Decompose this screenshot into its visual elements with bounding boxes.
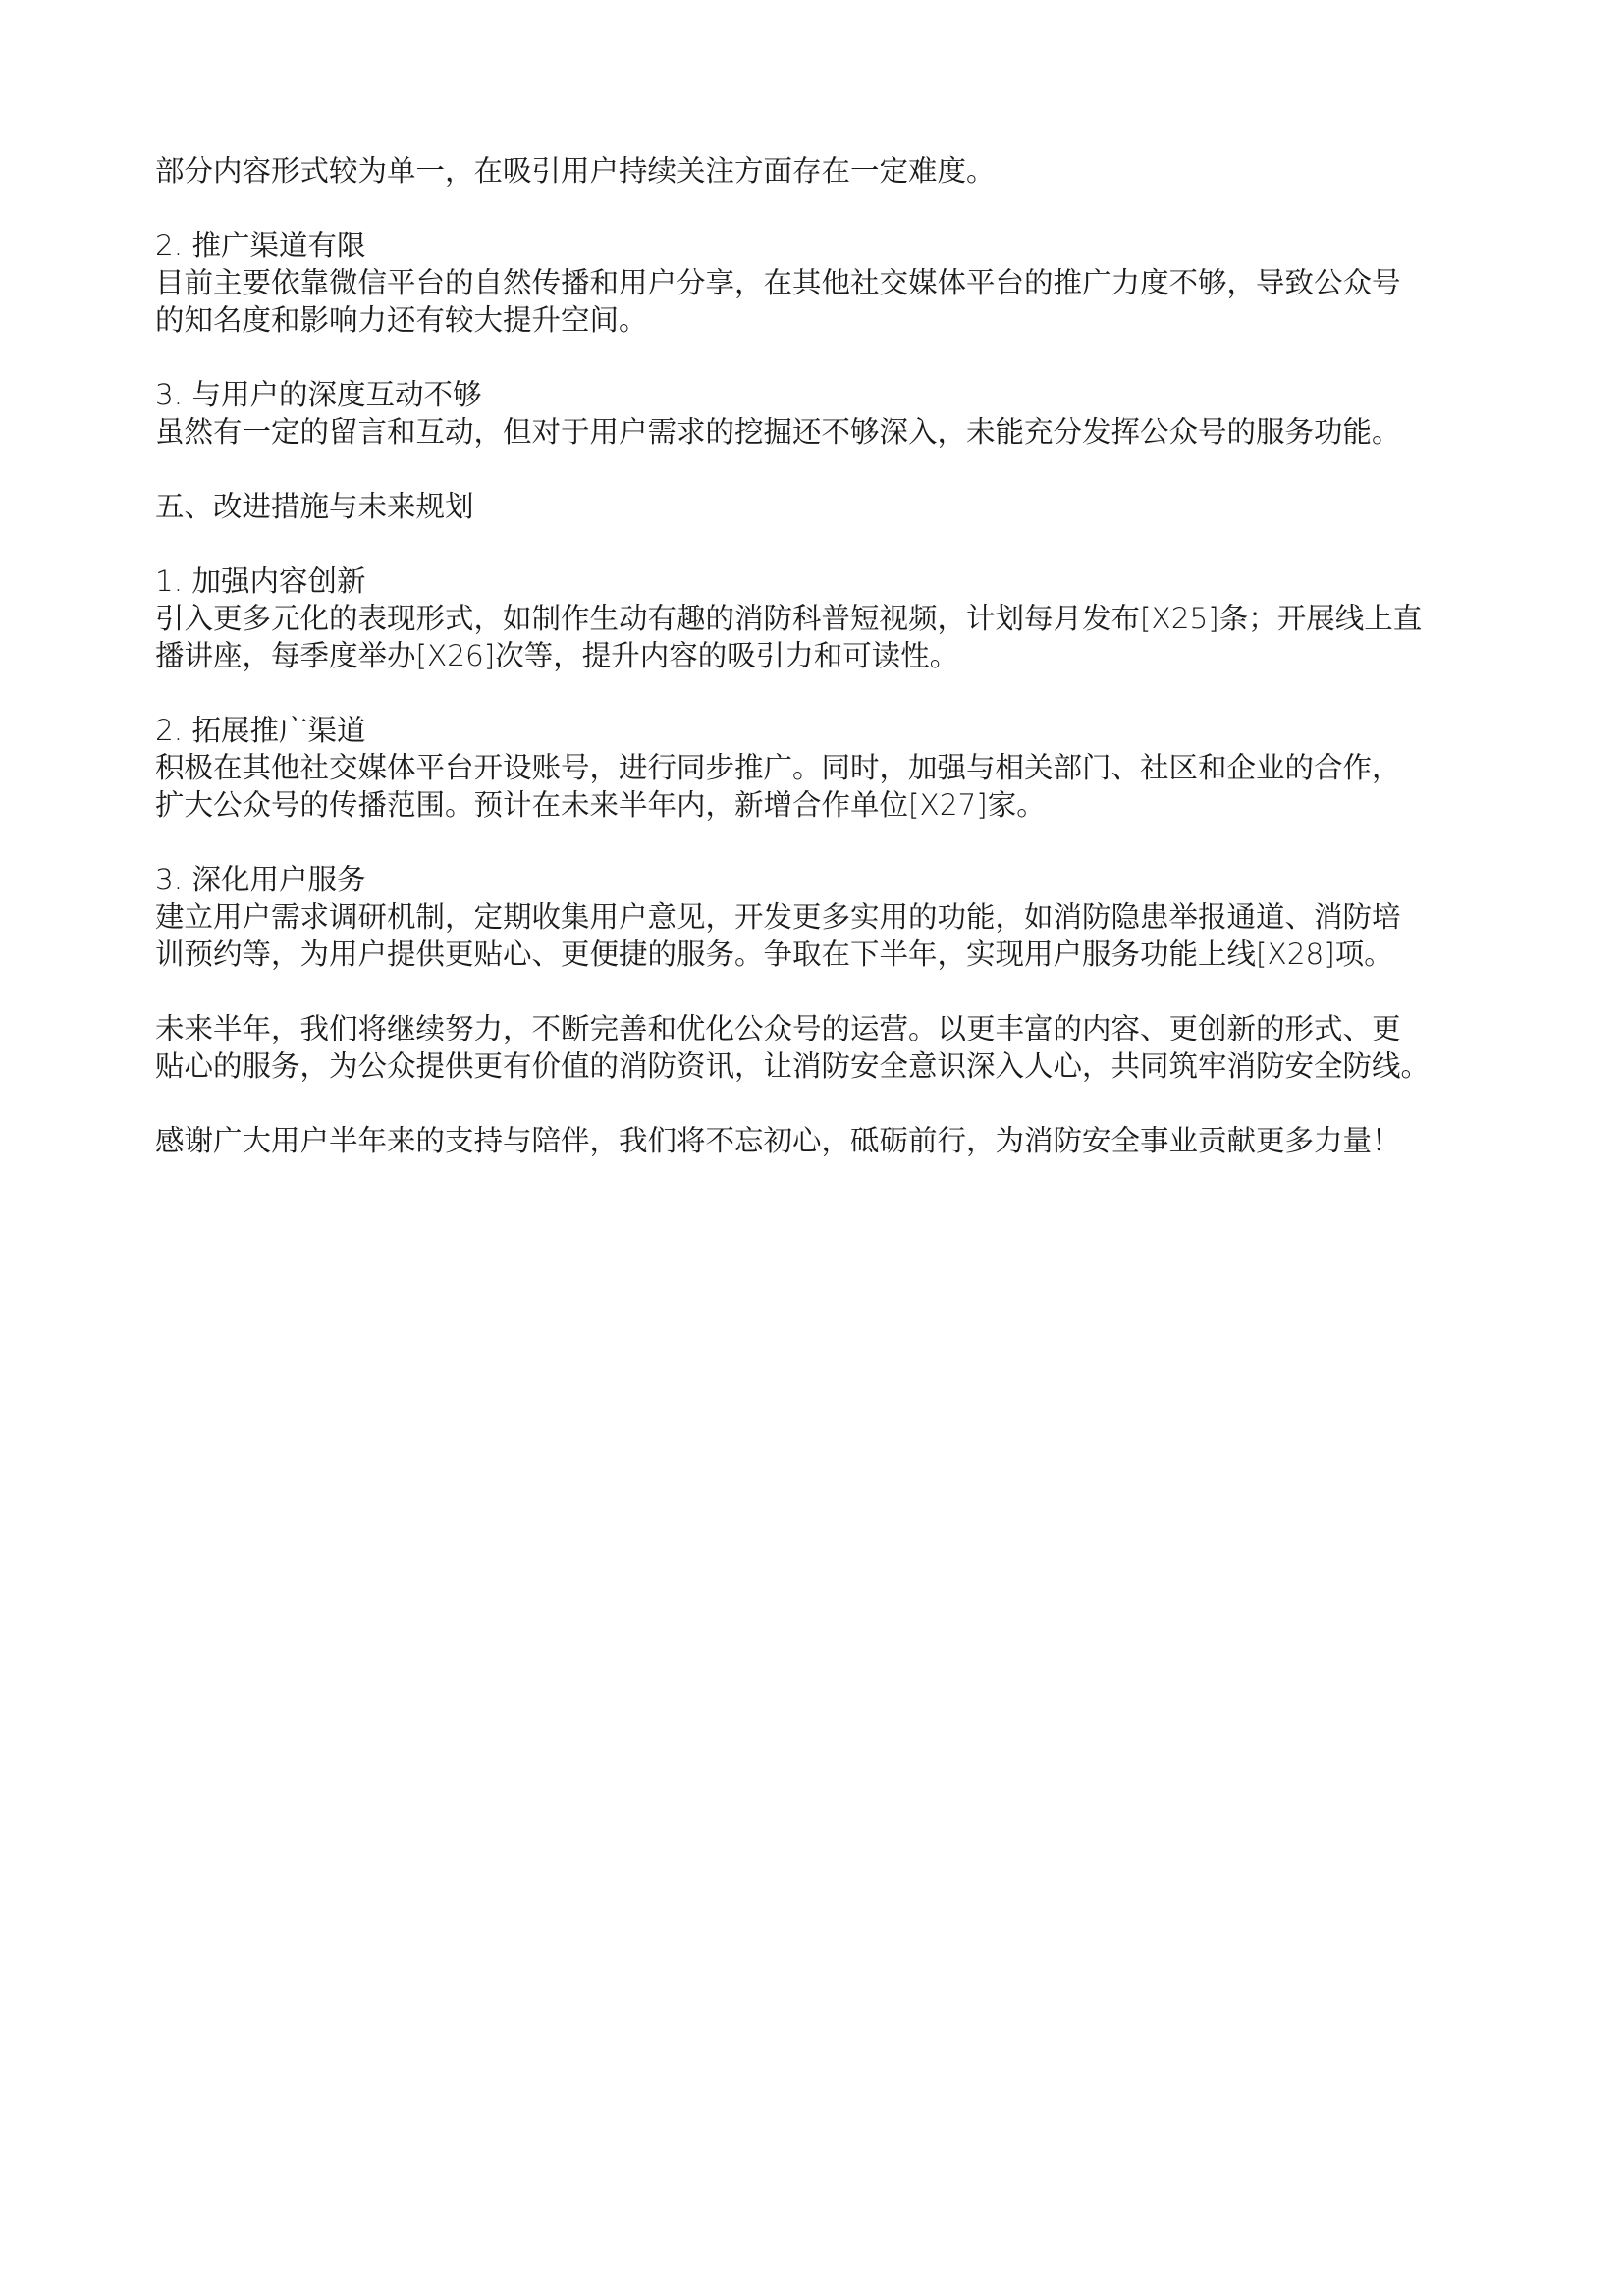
text-line: 感谢广大用户半年来的支持与陪伴，我们将不忘初心，砥砺前行，为消防安全事业贡献更多力量！ xyxy=(155,1124,1401,1157)
text-line: 积极在其他社交媒体平台开设账号，进行同步推广。同时，加强与相关部门、社区和企业的合作， xyxy=(155,751,1401,784)
text-line: 建立用户需求调研机制，定期收集用户意见，开发更多实用的功能，如消防隐患举报通道、消防培 xyxy=(155,900,1401,934)
measure-2-channels xyxy=(155,712,1510,824)
text-line: 未来半年，我们将继续努力，不断完善和优化公众号的运营。以更丰富的内容、更创新的形式、更 xyxy=(155,1012,1401,1045)
text-line: 引入更多元化的表现形式，如制作生动有趣的消防科普短视频，计划每月发布[X25]条；开展线上直 xyxy=(155,602,1423,635)
text-line: 虽然有一定的留言和互动，但对于用户需求的挖掘还不够深入，未能充分发挥公众号的服务功能。 xyxy=(155,415,1401,449)
text-line: 播讲座，每季度举办[X26]次等，提升内容的吸引力和可读性。 xyxy=(155,639,959,672)
subheading: 3. 深化用户服务 xyxy=(155,863,366,896)
subheading: 2. 拓展推广渠道 xyxy=(155,714,366,747)
subheading: 1. 加强内容创新 xyxy=(155,564,366,598)
text-line: 的知名度和影响力还有较大提升空间。 xyxy=(155,303,648,337)
text-line: 扩大公众号的传播范围。预计在未来半年内，新增合作单位[X27]家。 xyxy=(155,788,1046,822)
section-3-interaction xyxy=(155,376,1510,451)
section-heading-5 xyxy=(155,488,1510,525)
closing-paragraph xyxy=(155,1122,1510,1159)
measure-3-service xyxy=(155,861,1510,973)
text-line: 部分内容形式较为单一，在吸引用户持续关注方面存在一定难度。 xyxy=(155,154,996,187)
text-line: 目前主要依靠微信平台的自然传播和用户分享，在其他社交媒体平台的推广力度不够，导致公众号 xyxy=(155,266,1401,299)
outlook-paragraph xyxy=(155,1010,1510,1085)
text-line: 贴心的服务，为公众提供更有价值的消防资讯，让消防安全意识深入人心，共同筑牢消防安全防线。 xyxy=(155,1049,1431,1083)
section-title: 五、改进措施与未来规划 xyxy=(155,490,474,523)
document-body xyxy=(155,152,1510,1197)
text-line: 训预约等，为用户提供更贴心、更便捷的服务。争取在下半年，实现用户服务功能上线[X28]项。 xyxy=(155,937,1393,971)
paragraph-1 xyxy=(155,152,1510,189)
section-2-channels xyxy=(155,227,1510,339)
subheading: 2. 推广渠道有限 xyxy=(155,229,366,262)
measure-1-content xyxy=(155,562,1510,674)
subheading: 3. 与用户的深度互动不够 xyxy=(155,378,482,411)
